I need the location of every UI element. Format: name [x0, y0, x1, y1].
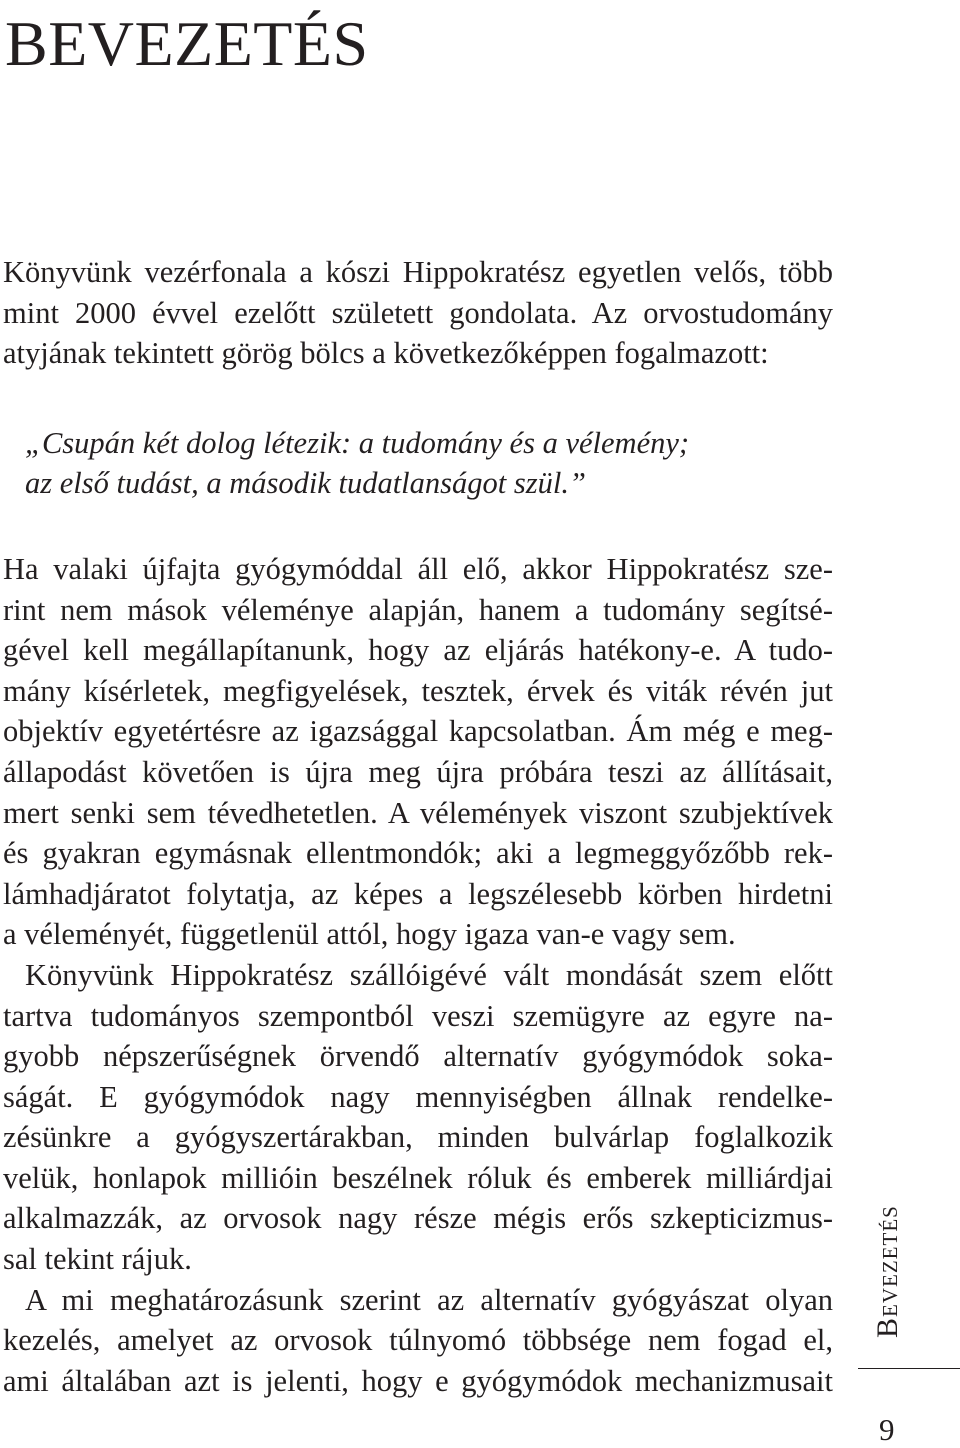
hippocrates-quote [25, 423, 833, 504]
text-line: atyjának tekintett görög bölcs a következőképpen fogalmazott: [3, 336, 769, 371]
text-line: sal tekint rájuk. [3, 1242, 192, 1277]
text-line [3, 1280, 833, 1321]
header-rule [858, 1368, 960, 1369]
text-line: mert senki sem tévedhetetlen. A vélemények viszont szubjektívek [3, 795, 833, 830]
text-line: ságát. E gyógymódok nagy mennyiségben állnak rendelke- [3, 1079, 833, 1114]
text-line: kezelés, amelyet az orvosok túlnyomó többsége nem fogad el, [3, 1323, 833, 1358]
quote-line: „Csupán két dolog létezik: a tudomány és a vélemény; [25, 425, 690, 460]
text-line: objektív egyetértésre az igazsággal kapcsolatban. Ám még e meg- [3, 714, 833, 749]
text-line: lámhadjáratot folytatja, az képes a legszélesebb körben hirdetni [3, 876, 833, 911]
chapter-title: BEVEZETÉS [5, 8, 369, 79]
text-line: alkalmazzák, az orvosok nagy része mégis erős szkepticizmus- [3, 1201, 833, 1236]
quote-line: az első tudást, a második tudatlanságot szül.” [25, 466, 586, 501]
text-line: mint 2000 évvel ezelőtt született gondolata. Az orvostudomány [3, 295, 833, 330]
text-line: mány kísérletek, megfigyelések, tesztek, érvek és viták révén jut [3, 673, 833, 708]
text-line: a véleményét, függetlenül attól, hogy igaza van-e vagy sem. [3, 917, 736, 952]
text-line-content: Könyvünk Hippokratész szállóigévé vált mondását szem előtt [25, 957, 833, 992]
text-line: zésünkre a gyógyszertárakban, minden bulvárlap foglalkozik [3, 1120, 833, 1155]
text-line: állapodást követően is újra meg újra próbára teszi az állításait, [3, 754, 833, 789]
text-line: gével kell megállapítanunk, hogy az eljárás hatékony-e. A tudo- [3, 633, 833, 668]
text-line [3, 955, 833, 996]
running-header: Bevezetés [871, 1205, 904, 1338]
intro-paragraph [3, 252, 833, 374]
text-line: velük, honlapok millióin beszélnek róluk és emberek milliárdjai [3, 1160, 833, 1195]
text-line: Ha valaki újfajta gyógymóddal áll elő, akkor Hippokratész sze- [3, 551, 833, 586]
text-line: és gyakran egymásnak ellentmondók; aki a legmeggyőzőbb rek- [3, 836, 833, 871]
paragraph-1 [3, 549, 833, 955]
text-line-content: A mi meghatározásunk szerint az alternatív gyógyászat olyan [25, 1282, 833, 1317]
text-line: ami általában azt is jelenti, hogy e gyógymódok mechanizmusait [3, 1363, 833, 1398]
body-text [3, 252, 833, 1401]
text-line: rint nem mások véleménye alapján, hanem a tudomány segítsé- [3, 592, 833, 627]
text-line: tartva tudományos szempontból veszi szemügyre az egyre na- [3, 998, 833, 1033]
paragraph-3 [3, 1280, 833, 1402]
paragraph-2 [3, 955, 833, 1280]
text-line: Könyvünk vezérfonala a kószi Hippokratész egyetlen velős, több [3, 255, 833, 289]
page-number: 9 [879, 1412, 895, 1447]
text-line: gyobb népszerűségnek örvendő alternatív gyógymódok soka- [3, 1039, 833, 1074]
